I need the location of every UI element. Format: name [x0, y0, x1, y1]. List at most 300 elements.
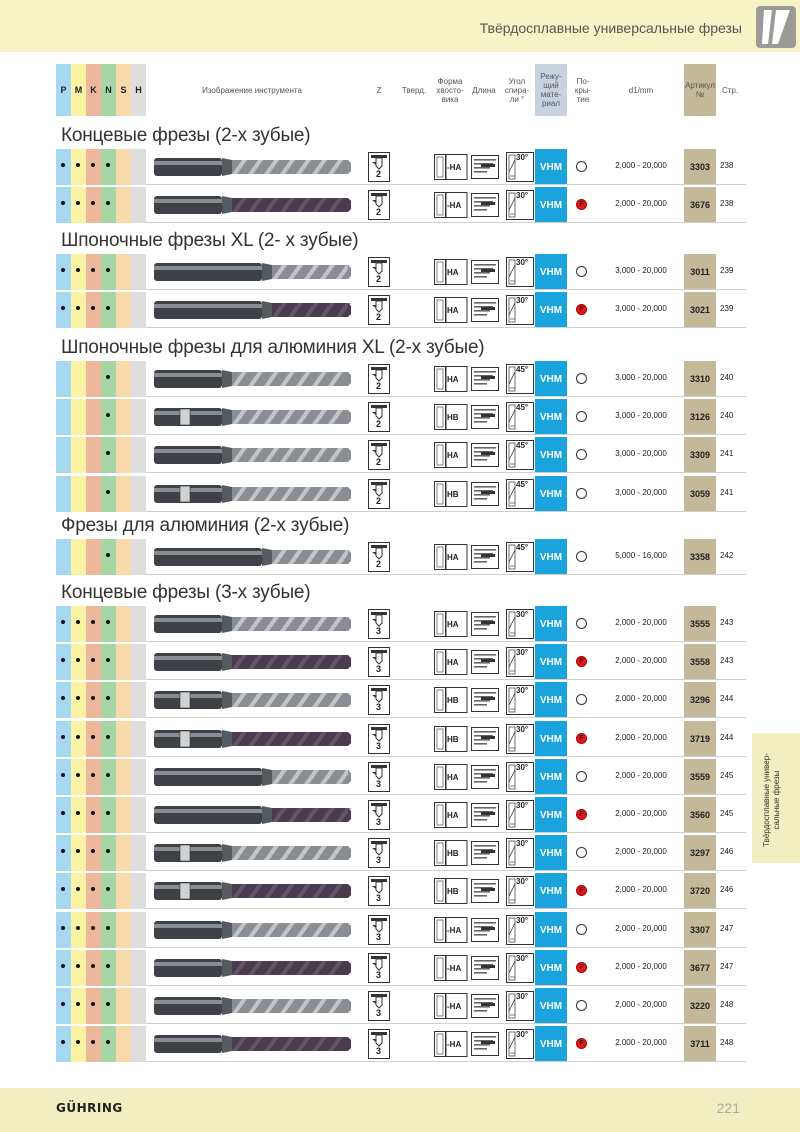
article-number[interactable]: 3297	[684, 835, 716, 871]
table-row[interactable]	[56, 437, 746, 473]
table-row[interactable]	[56, 1026, 746, 1062]
material-stripe	[101, 539, 116, 575]
material-stripe	[116, 254, 131, 290]
helix-angle-label: 30°	[516, 992, 529, 1001]
material-dot	[61, 696, 65, 700]
material-stripe	[101, 476, 116, 512]
material-stripe	[56, 149, 71, 185]
shank-label: -HA	[447, 964, 462, 973]
helix-angle-label: 45°	[516, 480, 529, 489]
material-stripe	[131, 873, 146, 909]
material-dot	[106, 268, 110, 272]
row-divider	[146, 574, 746, 575]
material-stripe	[56, 539, 71, 575]
header-material-N: N	[101, 64, 116, 116]
table-row[interactable]	[56, 399, 746, 435]
tool-image	[152, 442, 352, 468]
material-dot	[106, 163, 110, 167]
material-dot	[106, 926, 110, 930]
material-stripe	[131, 835, 146, 871]
table-row[interactable]	[56, 476, 746, 512]
page-ref[interactable]: 248	[720, 1000, 734, 1009]
article-number[interactable]: 3559	[684, 759, 716, 795]
page-ref[interactable]: 243	[720, 618, 734, 627]
table-row[interactable]	[56, 682, 746, 718]
page-ref[interactable]: 245	[720, 809, 734, 818]
cutting-material-badge: VHM	[535, 149, 567, 185]
material-dot	[91, 887, 95, 891]
article-number[interactable]: 3558	[684, 644, 716, 680]
material-stripe	[101, 149, 116, 185]
length-icon	[471, 994, 499, 1018]
material-dot	[91, 620, 95, 624]
tool-image	[152, 154, 352, 180]
material-dot	[106, 490, 110, 494]
z-count: 3	[376, 855, 382, 865]
helix-angle-label: 45°	[516, 403, 529, 412]
material-stripe	[86, 606, 101, 642]
material-dot	[91, 773, 95, 777]
article-number[interactable]: 3021	[684, 292, 716, 328]
coating-badge	[576, 266, 587, 277]
row-divider	[146, 289, 746, 290]
table-row[interactable]	[56, 797, 746, 833]
table-row[interactable]	[56, 912, 746, 948]
header-hardness: Тверд.	[401, 85, 427, 95]
material-dot	[91, 201, 95, 205]
coating-badge	[576, 771, 587, 782]
tool-image	[152, 192, 352, 218]
tool-image	[152, 259, 352, 285]
material-stripe	[101, 759, 116, 795]
table-row[interactable]	[56, 835, 746, 871]
article-number[interactable]: 3720	[684, 873, 716, 909]
length-icon	[471, 155, 499, 179]
row-divider	[146, 717, 746, 718]
header-page: Стр.	[721, 85, 739, 95]
material-dot	[106, 735, 110, 739]
material-stripe	[101, 437, 116, 473]
diameter-range: 5,000 - 16,000	[615, 551, 667, 560]
page-ref[interactable]: 238	[720, 161, 734, 170]
material-stripe	[116, 476, 131, 512]
header-shank: Форма хвосто- вика	[436, 76, 464, 104]
row-divider	[146, 870, 746, 871]
row-divider	[146, 222, 746, 223]
article-number[interactable]: 3307	[684, 912, 716, 948]
helix-angle-label: 30°	[516, 1030, 529, 1039]
material-stripe	[71, 759, 86, 795]
article-number[interactable]: 3303	[684, 149, 716, 185]
header-image: Изображение инструмента	[202, 85, 302, 95]
material-stripe	[56, 437, 71, 473]
section-title: Концевые фрезы (3-х зубые)	[61, 582, 311, 603]
tool-image	[152, 544, 352, 570]
header-z: Z	[376, 85, 382, 95]
helix-angle-label: 30°	[516, 153, 529, 162]
material-stripe	[116, 873, 131, 909]
diameter-range: 2,000 - 20,000	[615, 694, 667, 703]
z-count: 2	[376, 312, 382, 322]
material-stripe	[101, 873, 116, 909]
diameter-range: 3,000 - 20,000	[615, 266, 667, 275]
diameter-range: 2,000 - 20,000	[615, 771, 667, 780]
material-stripe	[86, 682, 101, 718]
material-stripe	[86, 950, 101, 986]
material-stripe	[116, 539, 131, 575]
article-number[interactable]: 3719	[684, 721, 716, 757]
material-dot	[91, 268, 95, 272]
cutting-material-badge: VHM	[535, 1026, 567, 1062]
material-stripe	[101, 682, 116, 718]
material-dot	[61, 1040, 65, 1044]
length-icon	[471, 443, 499, 467]
cutting-material-badge: VHM	[535, 292, 567, 328]
shank-label: -HA	[447, 163, 462, 172]
page-ref[interactable]: 241	[720, 488, 734, 497]
material-stripe	[86, 539, 101, 575]
material-dot	[106, 887, 110, 891]
material-stripe	[71, 187, 86, 223]
tool-image	[152, 481, 352, 507]
material-stripe	[86, 187, 101, 223]
length-icon	[471, 367, 499, 391]
row-divider	[146, 434, 746, 435]
page-ref[interactable]: 246	[720, 885, 734, 894]
material-stripe	[56, 606, 71, 642]
diameter-range: 2,000 - 20,000	[615, 847, 667, 856]
length-icon	[471, 298, 499, 322]
length-icon	[471, 956, 499, 980]
material-dot	[91, 811, 95, 815]
material-stripe	[131, 539, 146, 575]
tool-image	[152, 726, 352, 752]
material-stripe	[101, 912, 116, 948]
page-ref[interactable]: 245	[720, 771, 734, 780]
material-stripe	[71, 539, 86, 575]
row-divider	[146, 908, 746, 909]
length-icon	[471, 482, 499, 506]
table-row[interactable]	[56, 187, 746, 223]
material-stripe	[131, 682, 146, 718]
cutting-material-badge: VHM	[535, 835, 567, 871]
material-dot	[76, 811, 80, 815]
tool-image	[152, 993, 352, 1019]
tool-image	[152, 878, 352, 904]
cutting-material-badge: VHM	[535, 606, 567, 642]
article-number[interactable]: 3011	[684, 254, 716, 290]
length-icon	[471, 765, 499, 789]
cutting-material-badge: VHM	[535, 759, 567, 795]
tool-image	[152, 259, 352, 285]
length-icon	[471, 612, 499, 636]
material-stripe	[116, 292, 131, 328]
material-dot	[106, 964, 110, 968]
table-row[interactable]	[56, 759, 746, 795]
material-dot	[76, 306, 80, 310]
page-ref[interactable]: 238	[720, 199, 734, 208]
coating-badge	[576, 488, 587, 499]
cutting-material-badge: VHM	[535, 721, 567, 757]
material-dot	[91, 658, 95, 662]
coating-badge	[576, 618, 587, 629]
material-stripe	[101, 361, 116, 397]
material-dot	[61, 849, 65, 853]
tool-image	[152, 404, 352, 430]
tool-image	[152, 917, 352, 943]
material-dot	[91, 735, 95, 739]
tool-image	[152, 802, 352, 828]
material-stripe	[101, 644, 116, 680]
material-stripe	[56, 721, 71, 757]
material-dot	[106, 773, 110, 777]
page-ref[interactable]: 239	[720, 304, 734, 313]
article-number[interactable]: 3126	[684, 399, 716, 435]
helix-angle-label: 30°	[516, 954, 529, 963]
material-dot	[106, 553, 110, 557]
page-ref[interactable]: 248	[720, 1038, 734, 1047]
helix-angle-label: 45°	[516, 365, 529, 374]
table-row[interactable]	[56, 950, 746, 986]
coating-badge	[576, 161, 587, 172]
table-row[interactable]	[56, 361, 746, 397]
article-number[interactable]: 3358	[684, 539, 716, 575]
material-dot	[76, 735, 80, 739]
material-stripe	[71, 399, 86, 435]
material-stripe	[86, 797, 101, 833]
material-stripe	[101, 835, 116, 871]
row-divider	[146, 1023, 746, 1024]
cutting-material-badge: VHM	[535, 988, 567, 1024]
article-number[interactable]: 3555	[684, 606, 716, 642]
section-title: Шпоночные фрезы для алюминия XL (2-х зубые)	[61, 337, 485, 358]
z-count: 3	[376, 702, 382, 712]
length-icon	[471, 650, 499, 674]
length-icon	[471, 727, 499, 751]
brand-logo: GÜHRING	[56, 1101, 123, 1115]
cutting-material-badge: VHM	[535, 682, 567, 718]
material-dot	[91, 696, 95, 700]
page-ref[interactable]: 244	[720, 694, 734, 703]
length-icon	[471, 482, 499, 506]
header-article: Артикул №	[684, 64, 716, 116]
helix-angle-label: 30°	[516, 191, 529, 200]
material-stripe	[131, 797, 146, 833]
article-number[interactable]: 3059	[684, 476, 716, 512]
table-row[interactable]	[56, 539, 746, 575]
page-ref[interactable]: 241	[720, 449, 734, 458]
row-divider	[146, 985, 746, 986]
material-stripe	[86, 292, 101, 328]
material-stripe	[116, 187, 131, 223]
material-dot	[106, 1040, 110, 1044]
material-stripe	[131, 721, 146, 757]
header-material-H: H	[131, 64, 146, 116]
material-stripe	[56, 912, 71, 948]
cutting-material-badge: VHM	[535, 873, 567, 909]
row-divider	[146, 947, 746, 948]
material-dot	[106, 451, 110, 455]
tool-image	[152, 366, 352, 392]
tool-image	[152, 649, 352, 675]
material-stripe	[101, 292, 116, 328]
table-row[interactable]	[56, 149, 746, 185]
diameter-range: 2,000 - 20,000	[615, 962, 667, 971]
material-stripe	[86, 399, 101, 435]
page-ref[interactable]: 242	[720, 551, 734, 560]
row-divider	[146, 1061, 746, 1062]
shank-label: HB	[447, 490, 459, 499]
material-stripe	[131, 988, 146, 1024]
tool-image	[152, 955, 352, 981]
table-header	[56, 64, 746, 116]
page-ref[interactable]: 239	[720, 266, 734, 275]
cutting-material-badge: VHM	[535, 797, 567, 833]
material-stripe	[131, 912, 146, 948]
row-divider	[146, 794, 746, 795]
page-title: Твёрдосплавные универсальные фрезы	[479, 20, 742, 36]
article-number[interactable]: 3220	[684, 988, 716, 1024]
z-count: 3	[376, 664, 382, 674]
article-number[interactable]: 3560	[684, 797, 716, 833]
shank-label: HA	[447, 658, 459, 667]
material-dot	[76, 268, 80, 272]
material-stripe	[131, 149, 146, 185]
diameter-range: 2,000 - 20,000	[615, 885, 667, 894]
material-dot	[106, 849, 110, 853]
diameter-range: 2,000 - 20,000	[615, 161, 667, 170]
material-stripe	[56, 399, 71, 435]
material-stripe	[116, 644, 131, 680]
material-dot	[106, 306, 110, 310]
material-stripe	[71, 797, 86, 833]
row-divider	[146, 641, 746, 642]
article-number[interactable]: 3677	[684, 950, 716, 986]
table-row[interactable]	[56, 988, 746, 1024]
z-count: 2	[376, 559, 382, 569]
material-dot	[61, 201, 65, 205]
article-number[interactable]: 3711	[684, 1026, 716, 1062]
material-stripe	[101, 721, 116, 757]
page-ref[interactable]: 244	[720, 733, 734, 742]
material-stripe	[131, 950, 146, 986]
cutting-material-badge: VHM	[535, 437, 567, 473]
table-row[interactable]	[56, 721, 746, 757]
header-material-M: M	[71, 64, 86, 116]
material-dot	[61, 306, 65, 310]
side-tab-label: Твёрдосплавные универ- сальные фрезы	[762, 753, 781, 847]
tool-image	[152, 611, 352, 637]
material-stripe	[131, 254, 146, 290]
z-count: 3	[376, 817, 382, 827]
material-stripe	[131, 606, 146, 642]
length-icon	[471, 405, 499, 429]
tool-image	[152, 544, 352, 570]
shank-label: -HA	[447, 926, 462, 935]
material-dot	[76, 658, 80, 662]
material-stripe	[131, 644, 146, 680]
material-dot	[91, 1040, 95, 1044]
material-dot	[76, 1040, 80, 1044]
row-divider	[146, 511, 746, 512]
row-divider	[146, 756, 746, 757]
page-ref[interactable]: 240	[720, 411, 734, 420]
material-stripe	[101, 254, 116, 290]
material-stripe	[71, 1026, 86, 1062]
z-count: 2	[376, 207, 382, 217]
z-count: 2	[376, 381, 382, 391]
material-dot	[61, 964, 65, 968]
material-dot	[106, 658, 110, 662]
header-d1: d1/mm	[628, 85, 654, 95]
diameter-range: 2,000 - 20,000	[615, 1038, 667, 1047]
material-stripe	[86, 835, 101, 871]
material-stripe	[56, 361, 71, 397]
tool-image	[152, 955, 352, 981]
table-row[interactable]	[56, 644, 746, 680]
coating-badge: F	[576, 962, 587, 973]
material-stripe	[56, 988, 71, 1024]
page-ref[interactable]: 247	[720, 924, 734, 933]
material-dot	[61, 268, 65, 272]
material-stripe	[56, 644, 71, 680]
material-dot	[106, 375, 110, 379]
shank-label: HA	[447, 620, 459, 629]
article-number[interactable]: 3676	[684, 187, 716, 223]
material-dot	[61, 926, 65, 930]
material-stripe	[56, 759, 71, 795]
shank-label: HA	[447, 773, 459, 782]
table-row[interactable]	[56, 873, 746, 909]
length-icon	[471, 803, 499, 827]
material-dot	[76, 849, 80, 853]
tool-image	[152, 366, 352, 392]
material-dot	[61, 773, 65, 777]
material-stripe	[71, 873, 86, 909]
article-number[interactable]: 3309	[684, 437, 716, 473]
article-number[interactable]: 3296	[684, 682, 716, 718]
table-row[interactable]	[56, 292, 746, 328]
side-tab[interactable]	[752, 733, 800, 863]
coating-badge: F	[576, 304, 587, 315]
helix-angle-label: 30°	[516, 296, 529, 305]
shank-label: -HA	[447, 201, 462, 210]
page-ref[interactable]: 240	[720, 373, 734, 382]
article-number[interactable]: 3310	[684, 361, 716, 397]
page-ref[interactable]: 246	[720, 847, 734, 856]
material-dot	[61, 620, 65, 624]
length-icon	[471, 612, 499, 636]
table-row[interactable]	[56, 254, 746, 290]
material-stripe	[116, 682, 131, 718]
shank-label: HA	[447, 375, 459, 384]
material-dot	[76, 887, 80, 891]
material-stripe	[56, 873, 71, 909]
tool-image	[152, 481, 352, 507]
page-ref[interactable]: 247	[720, 962, 734, 971]
tool-image	[152, 687, 352, 713]
z-count: 3	[376, 741, 382, 751]
shank-label: HB	[447, 413, 459, 422]
table-row[interactable]	[56, 606, 746, 642]
z-count: 3	[376, 1046, 382, 1056]
tool-image	[152, 802, 352, 828]
material-stripe	[71, 644, 86, 680]
page-ref[interactable]: 243	[720, 656, 734, 665]
tool-image	[152, 1031, 352, 1057]
material-stripe	[116, 950, 131, 986]
tool-image	[152, 993, 352, 1019]
